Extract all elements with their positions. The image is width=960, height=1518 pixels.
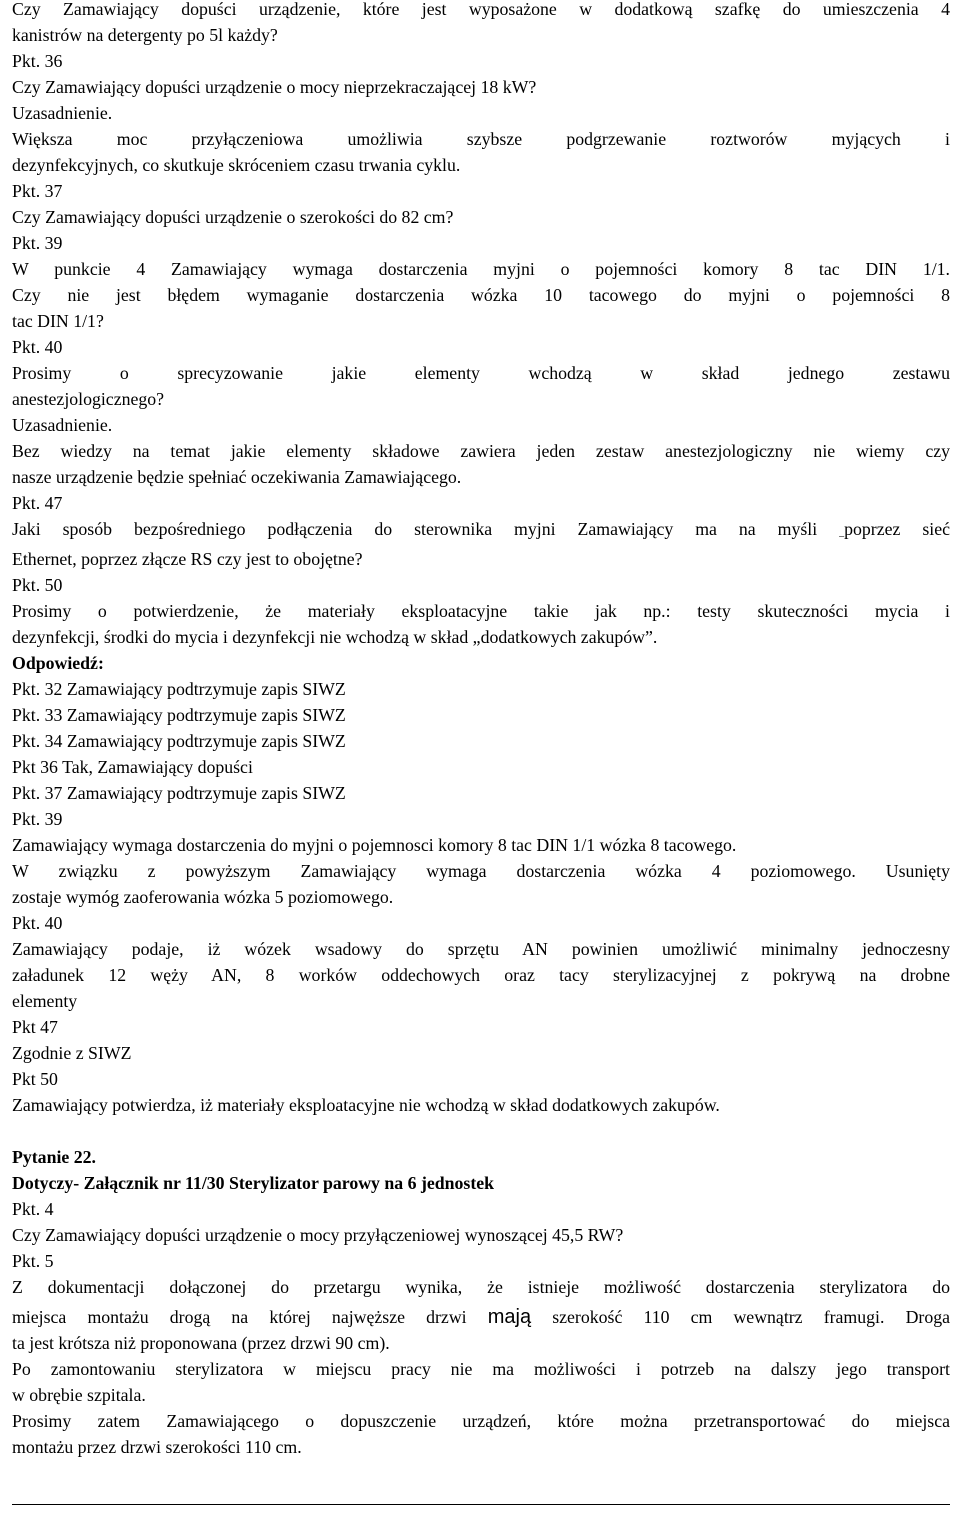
answer-heading: Odpowiedź: <box>12 653 104 673</box>
text-line: Czy Zamawiający dopuści urządzenie o szerokości do 82 cm? <box>12 207 454 227</box>
answer-line: Pkt. 34 Zamawiający podtrzymuje zapis SIWZ <box>12 731 346 751</box>
item-heading: Pkt. 39 <box>12 809 63 829</box>
text-line: Czy Zamawiający dopuści urządzenie o mocy nieprzekraczającej 18 kW? <box>12 77 537 97</box>
text-line: Większa moc przyłączeniowa umożliwia szybsze podgrzewanie roztworów myjących i <box>12 129 950 149</box>
answer-line: Zamawiający wymaga dostarczenia do myjni o pojemnosci komory 8 tac DIN 1/1 wózka 8 tacowego. <box>12 835 737 855</box>
text-segment: miejsca montażu drogą na której najwęższe drzwi <box>12 1307 488 1327</box>
text-line: Bez wiedzy na temat jakie elementy składowe zawiera jeden zestaw anestezjologiczny nie wiemy czy <box>12 441 950 461</box>
question-subject: Dotyczy- Załącznik nr 11/30 Sterylizator parowy na 6 jednostek <box>12 1173 495 1193</box>
question-block-35 <box>12 0 950 48</box>
item-heading: Pkt. 36 <box>12 51 63 71</box>
text-line: w obrębie szpitala. <box>12 1385 146 1405</box>
text-line: Z dokumentacji dołączonej do przetargu wynika, że istnieje możliwość dostarczenia sterylizatora do <box>12 1277 950 1297</box>
text-segment: poprzez sieć <box>844 519 950 539</box>
question-block-40 <box>12 334 950 490</box>
answer-line: Zgodnie z SIWZ <box>12 1043 132 1063</box>
question-22-block <box>12 1144 950 1460</box>
answer-line: Zamawiający podaje, iż wózek wsadowy do sprzętu AN powinien umożliwić minimalny jednoczesny <box>12 939 950 959</box>
text-line <box>12 516 950 546</box>
item-heading: Pkt 47 <box>12 1017 58 1037</box>
text-line: ta jest krótsza niż proponowana (przez drzwi 90 cm). <box>12 1333 390 1353</box>
answer-line: Zamawiający potwierdza, iż materiały eksploatacyjne nie wchodzą w skład dodatkowych zakupów. <box>12 1095 720 1115</box>
item-heading: Pkt. 40 <box>12 337 63 357</box>
text-line: Prosimy o sprecyzowanie jakie elementy wchodzą w skład jednego zestawu <box>12 363 950 383</box>
answer-line: elementy <box>12 991 78 1011</box>
text-line: Czy Zamawiający dopuści urządzenie o mocy przyłączeniowej wynoszącej 45,5 RW? <box>12 1225 624 1245</box>
text-line: Prosimy zatem Zamawiającego o dopuszczenie urządzeń, które można przetransportować do miejsca <box>12 1411 950 1431</box>
question-block-37 <box>12 178 950 230</box>
text-line: Prosimy o potwierdzenie, że materiały eksploatacyjne takie jak np.: testy skuteczności mycia i <box>12 601 950 621</box>
answer-line: Pkt 36 Tak, Zamawiający dopuści <box>12 757 253 777</box>
spacer <box>12 1118 950 1144</box>
text-line: nasze urządzenie będzie spełniać oczekiwania Zamawiającego. <box>12 467 462 487</box>
text-line: Ethernet, poprzez złącze RS czy jest to obojętne? <box>12 549 363 569</box>
text-line: montażu przez drzwi szerokości 110 cm. <box>12 1437 302 1457</box>
text-line: Czy Zamawiający dopuści urządzenie, które jest wyposażone w dodatkową szafkę do umieszczenia 4 <box>12 0 950 19</box>
item-heading: Pkt. 37 <box>12 181 63 201</box>
question-block-39 <box>12 230 950 334</box>
item-heading: Pkt. 50 <box>12 575 63 595</box>
question-heading: Pytanie 22. <box>12 1147 96 1167</box>
answer-line: Pkt. 33 Zamawiający podtrzymuje zapis SIWZ <box>12 705 346 725</box>
answer-line: W związku z powyższym Zamawiający wymaga dostarczenia wózka 4 poziomowego. Usunięty <box>12 861 950 881</box>
text-line: W punkcie 4 Zamawiający wymaga dostarczenia myjni o pojemności komory 8 tac DIN 1/1. <box>12 259 950 279</box>
text-line: dezynfekcyjnych, co skutkuje skróceniem czasu trwania cyklu. <box>12 155 461 175</box>
text-line: anestezjologicznego? <box>12 389 165 409</box>
justification-heading: Uzasadnienie. <box>12 103 113 123</box>
answer-line: załadunek 12 węży AN, 8 worków oddechowych oraz tacy sterylizacyjnej z pokrywą na drobne <box>12 965 950 985</box>
item-heading: Pkt 50 <box>12 1069 58 1089</box>
page-bottom-rule <box>12 1504 950 1505</box>
text-line: dezynfekcji, środki do mycia i dezynfekcji nie wchodzą w skład „dodatkowych zakupów”. <box>12 627 658 647</box>
item-heading: Pkt. 39 <box>12 233 63 253</box>
item-heading: Pkt. 40 <box>12 913 63 933</box>
answer-block <box>12 650 950 1118</box>
item-heading: Pkt. 4 <box>12 1199 54 1219</box>
text-line: kanistrów na detergenty po 5l każdy? <box>12 25 278 45</box>
text-segment: _ <box>839 527 845 538</box>
text-segment: Jaki sposób bezpośredniego podłączenia do sterownika myjni Zamawiający ma na myśli <box>12 519 840 539</box>
answer-line: Pkt. 37 Zamawiający podtrzymuje zapis SIWZ <box>12 783 346 803</box>
justification-heading: Uzasadnienie. <box>12 415 113 435</box>
question-block-47 <box>12 490 950 572</box>
item-heading: Pkt. 5 <box>12 1251 54 1271</box>
question-block-36 <box>12 48 950 178</box>
item-heading: Pkt. 47 <box>12 493 63 513</box>
question-block-50 <box>12 572 950 650</box>
text-line: Po zamontowaniu sterylizatora w miejscu pracy nie ma możliwości i potrzeb na dalszy jego transport <box>12 1359 950 1379</box>
text-line: Czy nie jest błędem wymaganie dostarczenia wózka 10 tacowego do myjni o pojemności 8 <box>12 285 950 305</box>
answer-line: zostaje wymóg zaoferowania wózka 5 poziomowego. <box>12 887 394 907</box>
text-segment: szerokość 110 cm wewnątrz framugi. Droga <box>531 1307 950 1327</box>
text-line: tac DIN 1/1? <box>12 311 104 331</box>
text-line <box>12 1304 950 1330</box>
text-segment: mają <box>487 1306 532 1328</box>
answer-line: Pkt. 32 Zamawiający podtrzymuje zapis SIWZ <box>12 679 346 699</box>
